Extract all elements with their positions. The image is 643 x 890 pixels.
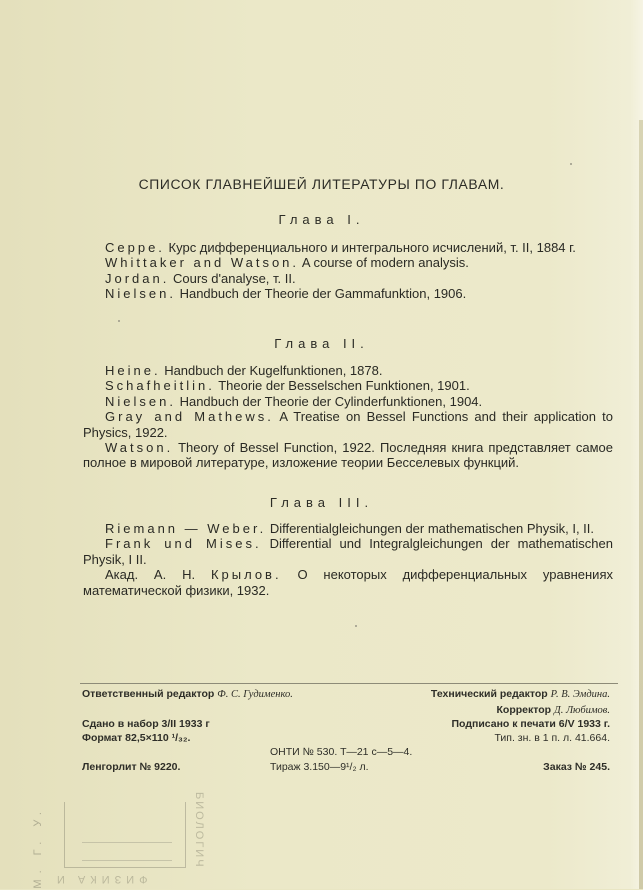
reference-text: Курс дифференциального и интегрального исчислений, т. II, 1884 г. bbox=[164, 240, 576, 255]
stamp-frame bbox=[64, 802, 186, 868]
reference-author: Whittaker and Watson. bbox=[105, 255, 300, 271]
reference-author: Schafheitlin. bbox=[105, 378, 215, 394]
stamp-line bbox=[82, 860, 172, 861]
reference-text: Cours d'analyse, т. II. bbox=[169, 270, 296, 286]
chapter-heading-1: Глава I. bbox=[278, 212, 365, 227]
stamp-bottom-text: ФИЗИКА И bbox=[52, 873, 148, 885]
page-title: СПИСОК ГЛАВНЕЙШЕЙ ЛИТЕРАТУРЫ ПО ГЛАВАМ. bbox=[138, 177, 505, 192]
reference-entry bbox=[83, 255, 613, 270]
stamp-line bbox=[82, 842, 172, 843]
corrector bbox=[497, 704, 610, 716]
typeset-date: Сдано в набор 3/II 1933 г bbox=[82, 718, 210, 730]
responsible-editor-name: Ф. С. Гудименко. bbox=[217, 689, 293, 700]
reference-entry bbox=[83, 271, 613, 286]
format-info: Формат 82,5×110 ¹/₃₂. bbox=[82, 732, 191, 744]
responsible-editor-label: Ответственный редактор bbox=[82, 688, 215, 700]
reference-text: Differentialgleichungen der mathematischen Physik, I, II. bbox=[266, 521, 595, 536]
reference-text: Theory of Bessel Function, 1922. Последняя книга представляет самое полное в мировой литературе, изложение теории Бесселевых функций. bbox=[83, 440, 613, 471]
reference-text: Handbuch der Theorie der Cylinderfunktionen, 1904. bbox=[175, 393, 483, 409]
reference-text: Theorie der Besselschen Funktionen, 1901. bbox=[214, 378, 470, 394]
lengorlit-info: Ленгорлит № 9220. bbox=[82, 761, 181, 773]
stamp-left-text: М. Г. У. bbox=[32, 806, 44, 889]
reference-text: Differential und Integralgleichungen der mathematischen Physik, I II. bbox=[83, 536, 613, 567]
chapter-2-references bbox=[83, 363, 613, 471]
signed-date: Подписано к печати 6/V 1933 г. bbox=[451, 718, 610, 730]
reference-author: Крылов. bbox=[210, 567, 282, 583]
chapter-1-references bbox=[83, 240, 613, 302]
reference-text: О некоторых дифференциальных уравнениях математической физики, 1932. bbox=[83, 567, 613, 598]
reference-author: Heine. bbox=[105, 363, 161, 378]
reference-entry bbox=[83, 567, 613, 598]
reference-author: Frank und Mises. bbox=[105, 536, 262, 552]
reference-text: Handbuch der Theorie der Gammafunktion, 1906. bbox=[175, 286, 467, 302]
reference-entry bbox=[83, 378, 613, 393]
reference-entry bbox=[83, 536, 613, 567]
paper-speck bbox=[118, 320, 120, 322]
chapter-heading-3: Глава III. bbox=[269, 495, 374, 510]
reference-entry bbox=[83, 394, 613, 409]
corrector-name: Д. Любимов. bbox=[554, 705, 610, 716]
reference-prefix: Акад. А. Н. bbox=[105, 567, 211, 583]
paper-speck bbox=[355, 625, 357, 627]
reference-text: A Treatise on Bessel Functions and their application to Physics, 1922. bbox=[83, 409, 614, 440]
reference-author: Nielsen. bbox=[105, 393, 176, 409]
onti-info: ОНТИ № 530. Т—21 с—5—4. bbox=[270, 746, 413, 758]
reference-text: A course of modern analysis. bbox=[299, 255, 469, 271]
technical-editor bbox=[431, 688, 610, 700]
reference-entry bbox=[83, 363, 613, 378]
reference-author: Riemann — Weber. bbox=[105, 521, 267, 536]
order-number: Заказ № 245. bbox=[543, 761, 610, 773]
stamp-right-text: БИОЛОГИЧ bbox=[193, 792, 205, 869]
reference-entry bbox=[83, 240, 613, 255]
paper-speck bbox=[570, 163, 572, 165]
reference-entry bbox=[83, 286, 613, 301]
corrector-label: Корректор bbox=[496, 704, 552, 716]
chapter-3-references bbox=[83, 521, 613, 598]
chapter-heading-2: Глава II. bbox=[274, 336, 369, 351]
library-stamp bbox=[30, 780, 205, 890]
reference-entry bbox=[83, 440, 613, 471]
reference-author: Gray and Mathews. bbox=[105, 409, 274, 425]
technical-editor-label: Технический редактор bbox=[430, 688, 548, 700]
print-sheets-info: Тип. зн. в 1 п. л. 41.664. bbox=[494, 732, 610, 744]
technical-editor-name: Р. В. Эмдина. bbox=[550, 689, 610, 700]
imprint-divider bbox=[80, 683, 618, 684]
reference-author: Серре. bbox=[105, 240, 165, 255]
reference-entry bbox=[83, 409, 613, 440]
reference-author: Watson. bbox=[105, 440, 174, 456]
reference-author: Nielsen. bbox=[105, 286, 176, 302]
reference-author: Jordan. bbox=[105, 270, 170, 286]
responsible-editor bbox=[82, 688, 293, 700]
reference-entry bbox=[83, 521, 613, 536]
reference-text: Handbuch der Kugelfunktionen, 1878. bbox=[160, 363, 383, 378]
circulation-info: Тираж 3.150—9¹/₂ л. bbox=[270, 761, 369, 773]
